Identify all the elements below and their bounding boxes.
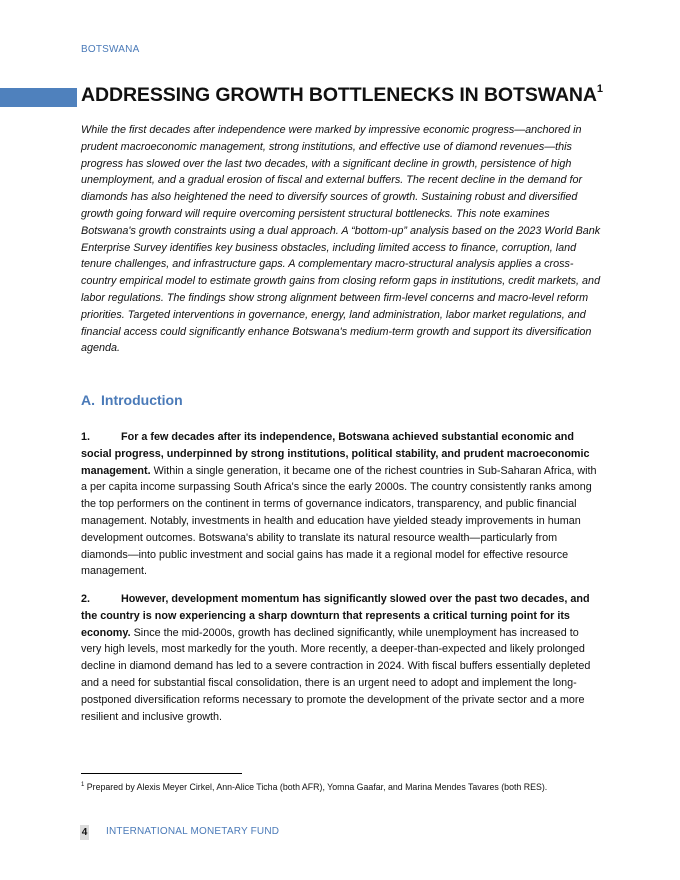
paragraph-1 <box>81 429 601 580</box>
abstract: While the first decades after independence were marked by impressive economic progress—anchored in prudent macroeconomic management, strong institutions, and effective use of diamond revenues—this progress has slowed over the last two decades, with a significant decline in growth, persistence of high unemployment, and a gradual erosion of fiscal and external buffers. The recent decline in the demand for diamonds has also heightened the need to diversify sources of growth. Sustaining robust and diversified growth going forward will require overcoming persistent structural bottlenecks. This note examines Botswana's growth constraints using a dual approach. A “bottom-up” analysis based on the 2023 World Bank Enterprise Survey identifies key business obstacles, including limited access to finance, corruption, land tenure challenges, and infrastructure gaps. A complementary macro-structural analysis applies a cross-country empirical model to estimate growth gains from closing reform gaps in institutions, credit markets, and labor regulations. The findings show strong alignment between firm-level concerns and macro-level reform priorities. Targeted interventions in governance, energy, land administration, labor market regulations, and financial access could significantly enhance Botswana's medium-term growth and support its diversification agenda. <box>81 124 601 355</box>
page-title-text: ADDRESSING GROWTH BOTTLENECKS IN BOTSWANA <box>81 84 597 106</box>
section-title: Introduction <box>101 392 183 408</box>
paragraph-body: Since the mid-2000s, growth has declined significantly, while unemployment has increased to very high levels, most markedly for the youth. More recently, a deeper-than-expected and likely prolonged decline in diamond demand has led to a severe contraction in 2024. With fiscal buffers essentially depleted and a need for substantial fiscal consolidation, there is an urgent need to adopt and implement the long-postponed diversification reforms necessary to promote the development of the private sector and a more resilient and inclusive growth. <box>81 626 591 723</box>
paragraph-lead: However, development momentum has significantly slowed over the past two decades, and the country is now experiencing a sharp downturn that represents a critical turning point for its economy. <box>81 593 590 639</box>
page-number: 4 <box>81 827 88 838</box>
footnote-text: Prepared by Alexis Meyer Cirkel, Ann-Alice Ticha (both AFR), Yomna Gaafar, and Marina Mendes Tavares (both RES). <box>84 781 548 792</box>
paragraph-body: Within a single generation, it became one of the richest countries in Sub-Saharan Africa, with a per capita income surpassing South Africa's since the early 2000s. The country consistently ranks among the top performers on the continent in terms of governance indicators, transparency, and public financial management. Notably, investments in health and education have yielded steady improvements in human development outcomes. Botswana's ability to translate its natural resource wealth—particularly from diamonds—into public investment and social gains has made it a regional model for effective resource management. <box>81 464 597 578</box>
section-letter: A. <box>81 392 95 408</box>
title-accent-bar <box>0 88 77 107</box>
footnote-marker: 1 <box>81 782 85 788</box>
title-footnote-ref[interactable]: 1 <box>596 82 603 95</box>
paragraph-number: 1. <box>81 431 91 443</box>
paragraph-number: 2. <box>81 593 91 605</box>
section-heading <box>81 392 183 408</box>
footnote <box>81 779 621 794</box>
paragraph-2 <box>81 591 601 725</box>
page-title <box>81 84 603 107</box>
running-footer: INTERNATIONAL MONETARY FUND <box>106 826 280 837</box>
footnote-divider <box>81 773 242 774</box>
paragraph-lead: For a few decades after its independence, Botswana achieved substantial economic and social progress, underpinned by strong institutions, political stability, and prudent macroeconomic management. <box>81 431 590 477</box>
running-header: BOTSWANA <box>81 44 140 55</box>
